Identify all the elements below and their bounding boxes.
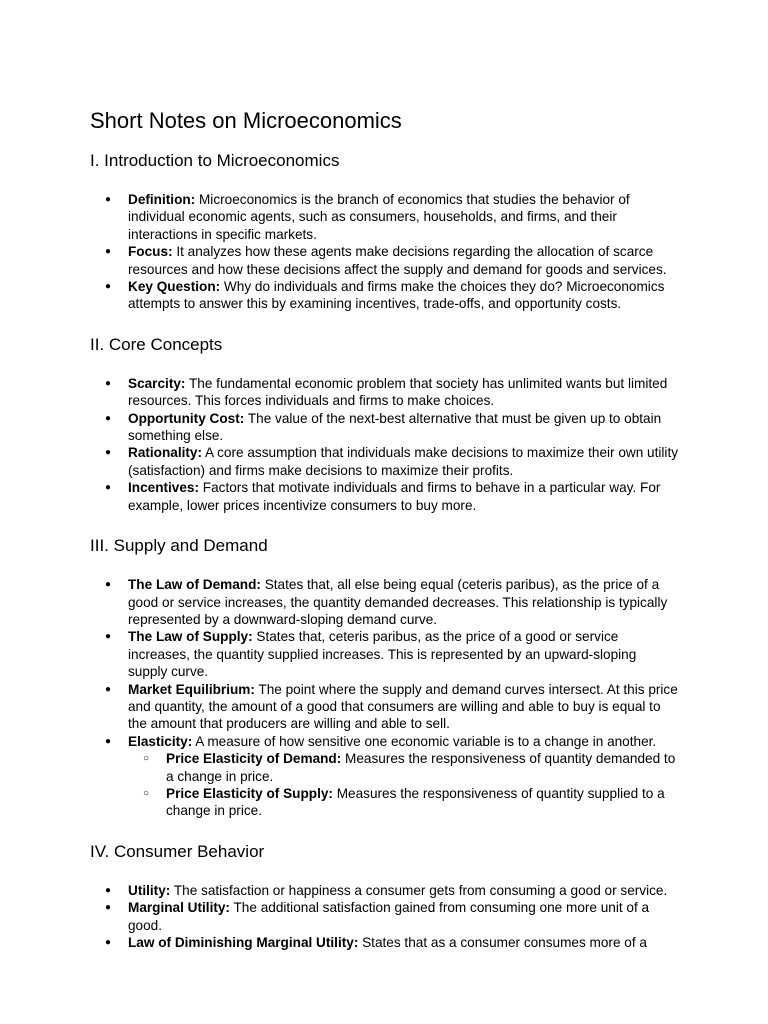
item-text: The point where the supply and demand curves intersect. At this price and quantity, the amount of a good that consumers are willing and able to buy is equal to the amount that producers are willing and able to sell. <box>128 681 678 732</box>
list-item <box>90 576 678 628</box>
list-item <box>90 243 678 278</box>
section-supply-and-demand <box>90 536 678 820</box>
item-text: Why do individuals and firms make the choices they do? Microeconomics attempts to answer this by examining incentives, trade-offs, and opportunity costs. <box>128 279 665 312</box>
item-term: Marginal Utility: <box>128 900 230 916</box>
item-term: Price Elasticity of Demand: <box>166 751 342 767</box>
section-consumer-behavior <box>90 842 678 952</box>
item-term: Opportunity Cost: <box>128 410 245 426</box>
item-text: States that as a consumer consumes more of a <box>358 935 647 950</box>
item-text: It analyzes how these agents make decisions regarding the allocation of scarce resources and how these decisions affect the supply and demand for goods and services. <box>128 244 667 277</box>
section-core-concepts <box>90 335 678 514</box>
item-text: Measures the responsiveness of quantity supplied to a change in price. <box>166 785 665 819</box>
section-heading: III. Supply and Demand <box>90 536 268 556</box>
item-term: Key Question: <box>128 279 221 295</box>
sub-list-item <box>128 785 678 820</box>
item-term: Definition: <box>128 192 196 207</box>
bullet-list <box>90 191 678 313</box>
item-term: Elasticity: <box>128 733 193 749</box>
list-item <box>90 479 678 514</box>
list-item <box>90 733 678 820</box>
item-text: Microeconomics is the branch of economics that studies the behavior of individual economic agents, such as consumers, households, and firms, and their interactions in specific markets. <box>128 192 630 242</box>
item-text: Measures the responsiveness of quantity demanded to a change in price. <box>166 751 676 784</box>
item-term: Law of Diminishing Marginal Utility: <box>128 935 359 950</box>
item-text: The value of the next-best alternative that must be given up to obtain something else. <box>128 410 662 444</box>
item-text: States that, ceteris paribus, as the price of a good or service increases, the quantity supplied increases. This is represented by an upward-sloping supply curve. <box>128 629 637 680</box>
section-heading: IV. Consumer Behavior <box>90 841 265 861</box>
list-item <box>90 375 678 410</box>
item-text: The fundamental economic problem that society has unlimited wants but limited resources. This forces individuals and firms to make choices. <box>128 375 668 409</box>
bullet-list <box>90 576 678 820</box>
list-item <box>90 628 678 680</box>
item-term: Incentives: <box>128 480 200 496</box>
list-item <box>90 410 678 445</box>
document-title: Short Notes on Microeconomics <box>90 108 402 133</box>
item-term: Market Equilibrium: <box>128 681 255 697</box>
item-text: Factors that motivate individuals and firms to behave in a particular way. For example, lower prices incentivize consumers to buy more. <box>128 480 661 513</box>
bullet-list <box>90 882 678 952</box>
sub-bullet-list <box>128 750 678 820</box>
list-item <box>90 882 678 899</box>
item-text: A measure of how sensitive one economic variable is to a change in another. <box>192 733 657 749</box>
item-term: The Law of Supply: <box>128 629 253 645</box>
section-heading: I. Introduction to Microeconomics <box>90 151 340 170</box>
list-item <box>90 278 678 313</box>
item-term: Utility: <box>128 882 171 898</box>
section-heading: II. Core Concepts <box>90 334 223 354</box>
item-term: The Law of Demand: <box>128 577 261 593</box>
list-item <box>90 444 678 479</box>
bullet-list <box>90 375 678 514</box>
section-introduction <box>90 151 678 313</box>
item-text: The satisfaction or happiness a consumer gets from consuming a good or service. <box>170 882 668 898</box>
item-term: Scarcity: <box>128 375 186 391</box>
list-item <box>90 899 678 934</box>
item-text: The additional satisfaction gained from consuming one more unit of a good. <box>128 900 650 933</box>
list-item <box>90 681 678 733</box>
item-text: A core assumption that individuals make decisions to maximize their own utility (satisfaction) and firms make decisions to maximize their profits. <box>128 445 679 478</box>
list-item <box>90 191 678 243</box>
item-term: Price Elasticity of Supply: <box>166 785 333 801</box>
item-term: Focus: <box>128 244 173 260</box>
item-term: Rationality: <box>128 445 203 461</box>
sub-list-item <box>128 750 678 785</box>
list-item <box>90 934 678 951</box>
item-text: States that, all else being equal (ceteris paribus), as the price of a good or service increases, the quantity demanded decreases. This relationship is typically represented by a downward-sloping demand curve. <box>128 577 668 627</box>
